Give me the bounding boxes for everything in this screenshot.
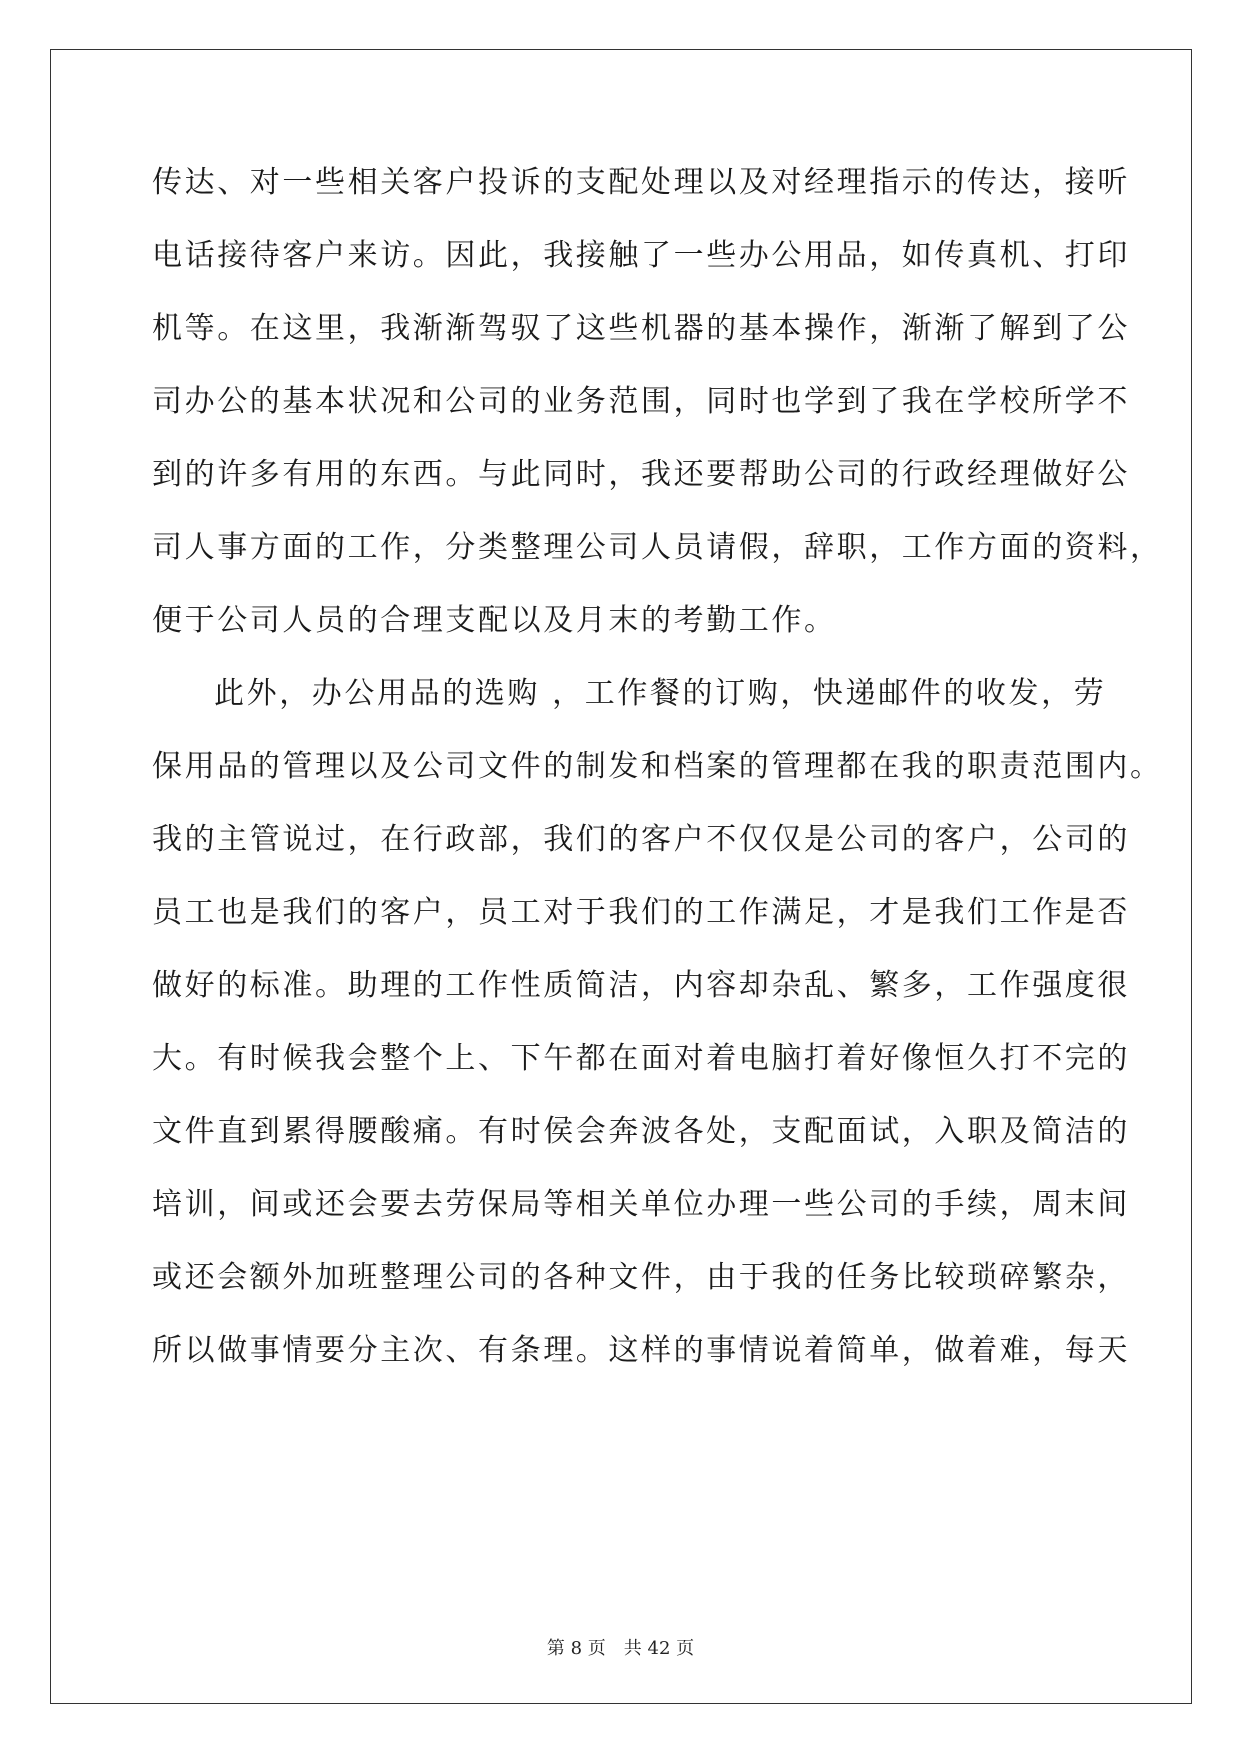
text-line: 文件直到累得腰酸痛。有时侯会奔波各处，支配面试，入职及简洁的 xyxy=(152,1114,1130,1149)
text-line: 便于公司人员的合理支配以及月末的考勤工作。 xyxy=(152,603,837,638)
text-line: 到的许多有用的东西。与此同时，我还要帮助公司的行政经理做好公 xyxy=(152,457,1130,492)
text-line: 大。有时候我会整个上、下午都在面对着电脑打着好像恒久打不完的 xyxy=(152,1041,1130,1076)
page-border xyxy=(50,49,1192,1704)
text-line: 保用品的管理以及公司文件的制发和档案的管理都在我的职责范围内。 xyxy=(152,749,1163,784)
text-line: 电话接待客户来访。因此，我接触了一些办公用品，如传真机、打印 xyxy=(152,238,1130,273)
text-line: 员工也是我们的客户，员工对于我们的工作满足，才是我们工作是否 xyxy=(152,895,1130,930)
text-line: 做好的标准。助理的工作性质简洁，内容却杂乱、繁多，工作强度很 xyxy=(152,968,1130,1003)
text-line: 传达、对一些相关客户投诉的支配处理以及对经理指示的传达，接听 xyxy=(152,165,1130,200)
text-line: 司办公的基本状况和公司的业务范围，同时也学到了我在学校所学不 xyxy=(152,384,1130,419)
paragraph-start-line: 此外，办公用品的选购 ，工作餐的订购，快递邮件的收发，劳 xyxy=(214,676,1107,711)
page-number: 第 8 页 xyxy=(546,1638,606,1659)
text-line: 所以做事情要分主次、有条理。这样的事情说着简单，做着难，每天 xyxy=(152,1333,1130,1368)
page-total: 共 42 页 xyxy=(623,1638,695,1659)
text-line: 培训，间或还会要去劳保局等相关单位办理一些公司的手续，周末间 xyxy=(152,1187,1130,1222)
text-line: 或还会额外加班整理公司的各种文件，由于我的任务比较琐碎繁杂， xyxy=(152,1260,1130,1295)
text-line: 机等。在这里，我渐渐驾驭了这些机器的基本操作，渐渐了解到了公 xyxy=(152,311,1130,346)
text-line: 司人事方面的工作，分类整理公司人员请假，辞职，工作方面的资料， xyxy=(152,530,1163,565)
page-footer xyxy=(0,1634,1241,1660)
text-line: 我的主管说过，在行政部，我们的客户不仅仅是公司的客户，公司的 xyxy=(152,822,1130,857)
